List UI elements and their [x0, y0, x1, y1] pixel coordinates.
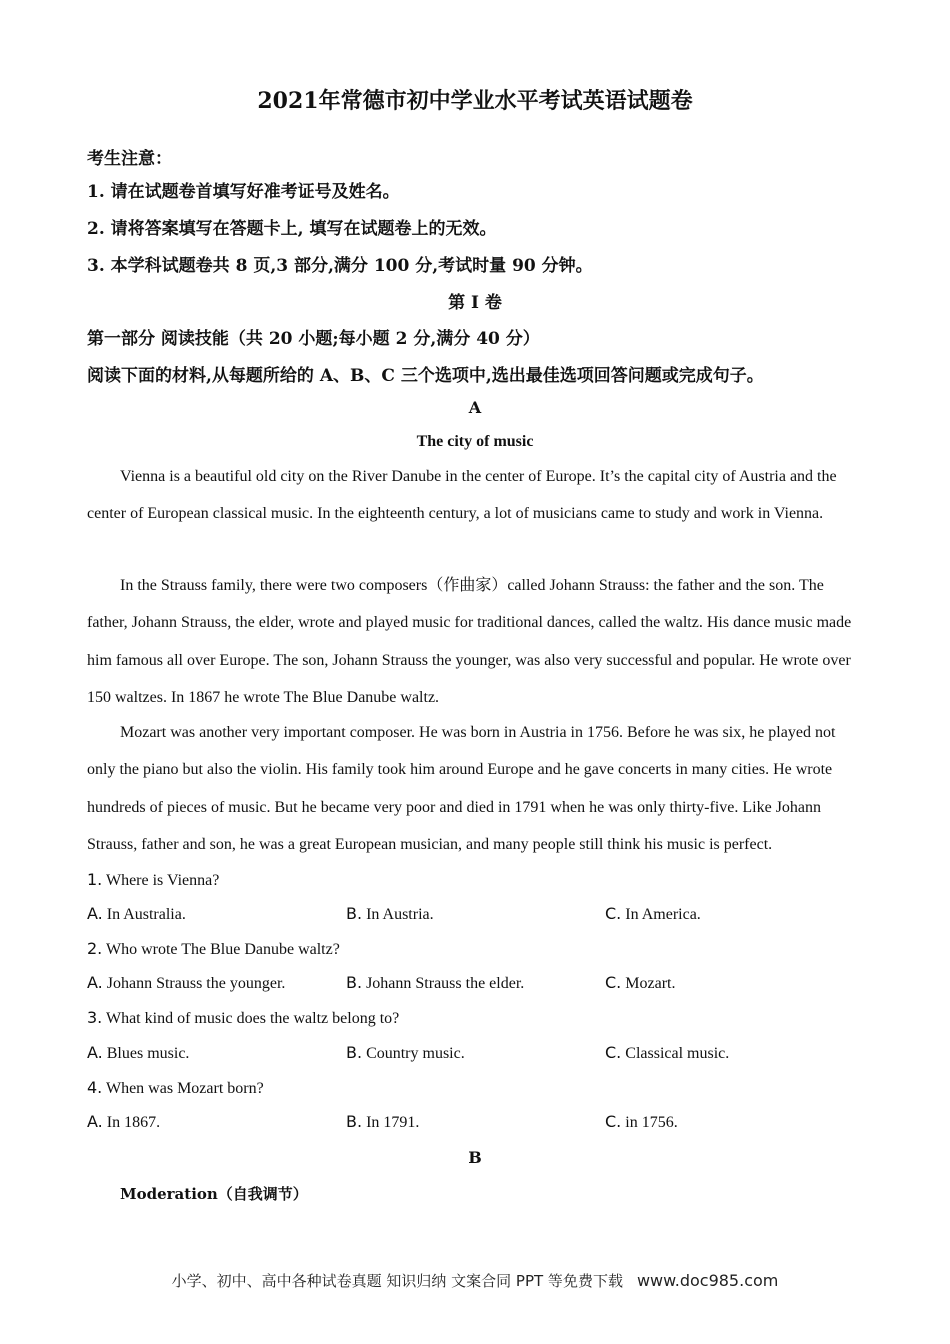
- option-text: In Austria.: [362, 906, 434, 923]
- option-text: In 1867.: [102, 1114, 161, 1131]
- question-text: Where is Vienna?: [102, 872, 220, 889]
- passage-paragraph-3: Mozart was another very important composer. He was born in Austria in 1756. Before he was six, he played not only the piano but also the violin. His family took him around Europe and he gave concerts in many cities. He wrote hundreds of pieces of music. But he became very poor and died in 1791 when he was only thirty-five. Like Johann Strauss, father and son, he was a great European musician, and many people still think his music is perfect.: [87, 724, 836, 853]
- option-text: Mozart.: [621, 975, 676, 992]
- option-letter: A.: [87, 1112, 103, 1131]
- notice-item-3: 3. 本学科试题卷共 8 页,3 部分,满分 100 分,考试时量 90 分钟。: [87, 256, 593, 276]
- option-text: In Australia.: [102, 906, 186, 923]
- q2-option-a[interactable]: [87, 973, 285, 993]
- option-text: in 1756.: [621, 1114, 678, 1131]
- option-text: Blues music.: [102, 1045, 190, 1062]
- part1-instruction: 阅读下面的材料,从每题所给的 A、B、C 三个选项中,选出最佳选项回答问题或完成句子。: [87, 366, 764, 386]
- question-2: [87, 939, 340, 959]
- q1-option-a[interactable]: [87, 904, 186, 924]
- passage-paragraph-2: In the Strauss family, there were two composers（作曲家）called Johann Strauss: the father and the son. The father, Johann Strauss, the elder, wrote and played music for traditional dances, called the waltz. His dance music made him famous all over Europe. The son, Johann Strauss the younger, was also very successful and popular. He wrote over 150 waltzes. In 1867 he wrote The Blue Danube waltz.: [87, 577, 852, 706]
- footer-text: 小学、初中、高中各种试卷真题 知识归纳 文案合同 PPT 等免费下载: [171, 1272, 623, 1290]
- question-number: 2.: [87, 939, 103, 958]
- volume-label: 第 I 卷: [448, 293, 502, 313]
- option-letter: C.: [605, 973, 622, 992]
- notice-heading: 考生注意：: [87, 149, 172, 169]
- q3-option-c[interactable]: [605, 1043, 729, 1063]
- section-b-letter: B: [468, 1148, 482, 1167]
- question-4: [87, 1078, 264, 1098]
- question-1: [87, 870, 219, 890]
- q2-option-c[interactable]: [605, 973, 675, 993]
- option-letter: A.: [87, 973, 103, 992]
- question-text: When was Mozart born?: [102, 1080, 264, 1097]
- question-number: 1.: [87, 870, 103, 889]
- option-text: Johann Strauss the younger.: [102, 975, 286, 992]
- exam-title: 2021年常德市初中学业水平考试英语试题卷: [257, 88, 693, 114]
- q1-option-c[interactable]: [605, 904, 701, 924]
- footer-url[interactable]: www.doc985.com: [636, 1271, 779, 1290]
- q4-option-c[interactable]: [605, 1112, 678, 1132]
- option-letter: B.: [346, 1112, 363, 1131]
- section-a-letter: A: [468, 398, 482, 417]
- option-letter: C.: [605, 1112, 622, 1131]
- q1-option-b[interactable]: [346, 904, 434, 924]
- option-text: In 1791.: [362, 1114, 420, 1131]
- question-text: What kind of music does the waltz belong to?: [102, 1010, 400, 1027]
- option-letter: A.: [87, 1043, 103, 1062]
- option-letter: C.: [605, 1043, 622, 1062]
- notice-item-2: 2. 请将答案填写在答题卡上, 填写在试题卷上的无效。: [87, 219, 497, 239]
- option-text: Country music.: [362, 1045, 465, 1062]
- q2-option-b[interactable]: [346, 973, 524, 993]
- option-letter: B.: [346, 973, 363, 992]
- q3-option-b[interactable]: [346, 1043, 465, 1063]
- question-number: 4.: [87, 1078, 103, 1097]
- part1-heading: 第一部分 阅读技能（共 20 小题;每小题 2 分,满分 40 分）: [87, 329, 540, 349]
- section-a-title: The city of music: [416, 433, 534, 450]
- q3-option-a[interactable]: [87, 1043, 189, 1063]
- section-b-title: Moderation（自我调节）: [120, 1185, 308, 1203]
- question-text: Who wrote The Blue Danube waltz?: [102, 941, 340, 958]
- option-letter: A.: [87, 904, 103, 923]
- option-text: Johann Strauss the elder.: [362, 975, 525, 992]
- option-text: In America.: [621, 906, 701, 923]
- question-3: [87, 1008, 399, 1028]
- passage-paragraph-1: Vienna is a beautiful old city on the River Danube in the center of Europe. It’s the capital city of Austria and the center of European classical music. In the eighteenth century, a lot of musicians came to study and work in Vienna.: [87, 468, 837, 523]
- q4-option-a[interactable]: [87, 1112, 160, 1132]
- page-footer: [0, 1270, 950, 1291]
- option-letter: C.: [605, 904, 622, 923]
- option-letter: B.: [346, 1043, 363, 1062]
- option-text: Classical music.: [621, 1045, 730, 1062]
- notice-item-1: 1. 请在试题卷首填写好准考证号及姓名。: [87, 182, 400, 202]
- question-number: 3.: [87, 1008, 103, 1027]
- q4-option-b[interactable]: [346, 1112, 419, 1132]
- option-letter: B.: [346, 904, 363, 923]
